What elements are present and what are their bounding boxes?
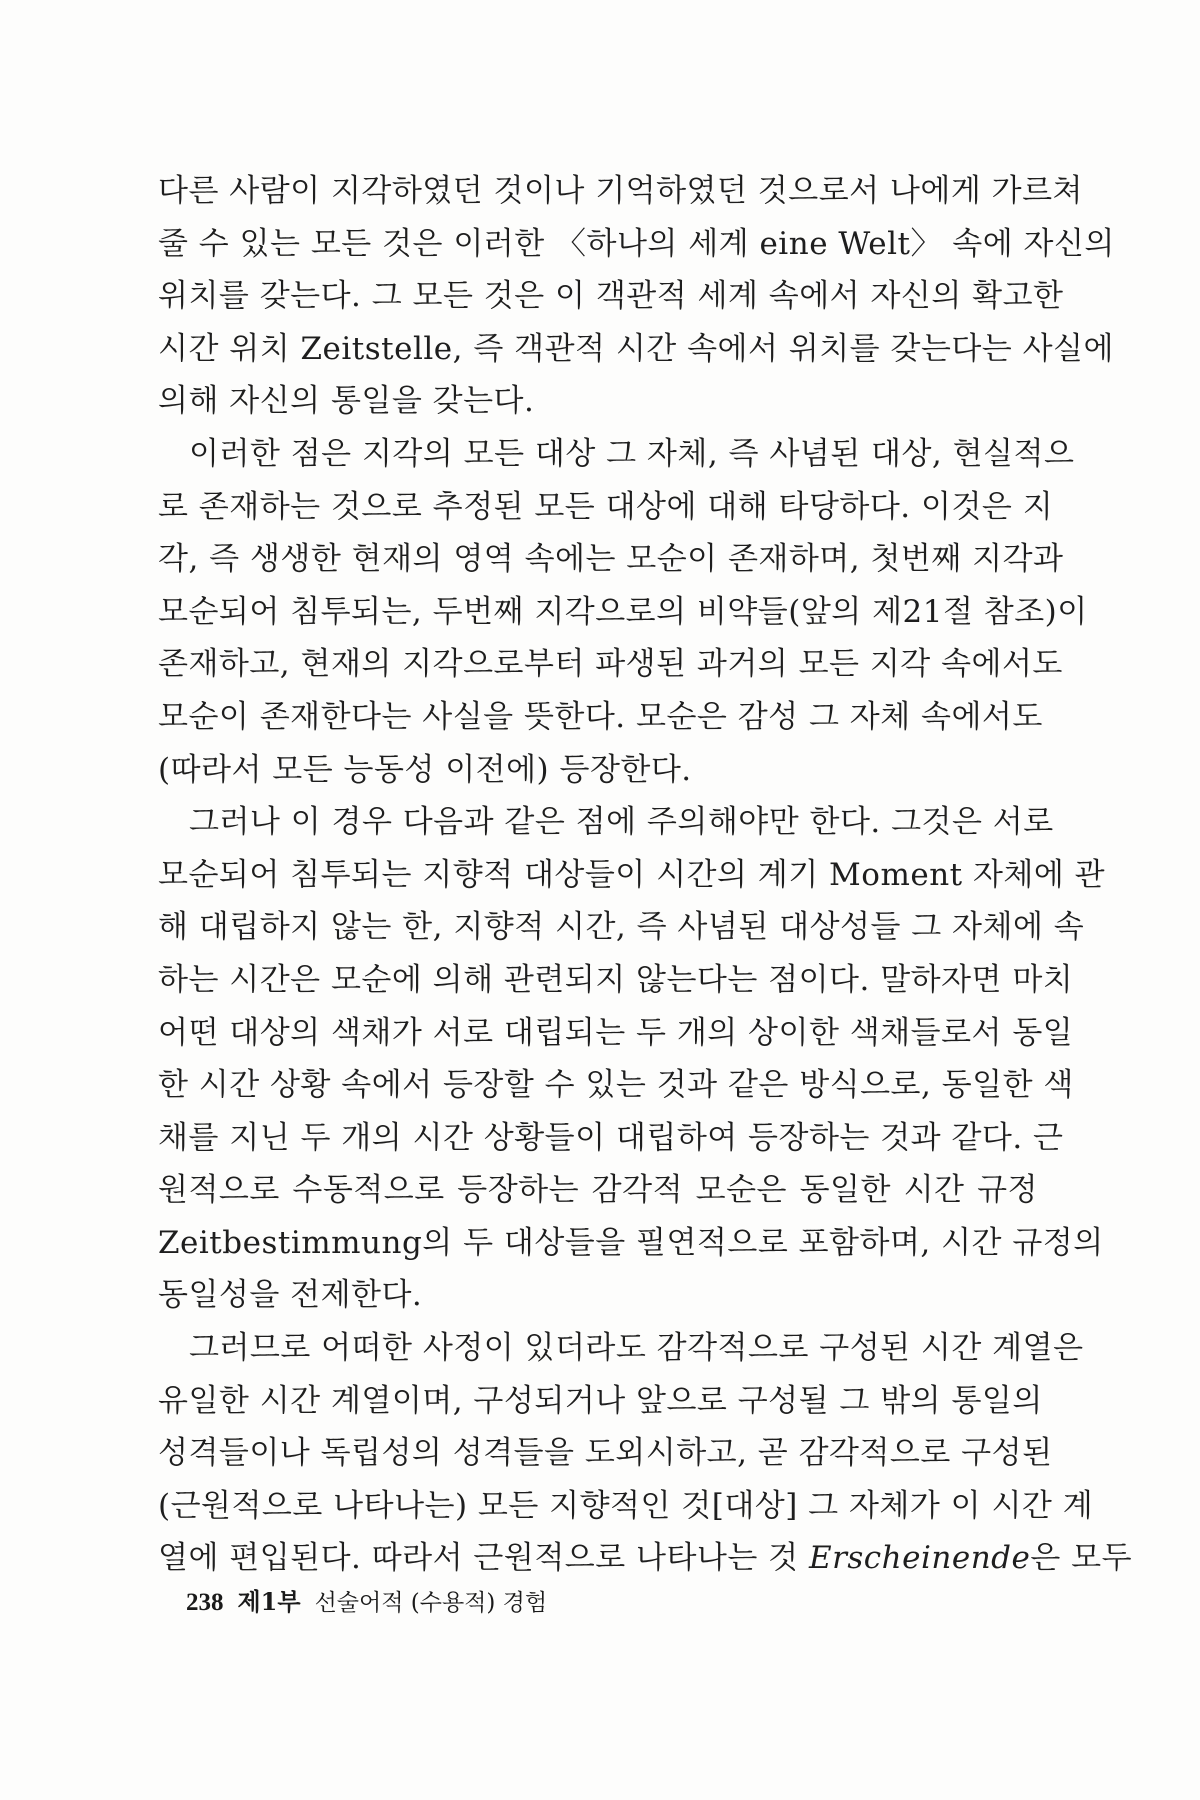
text-line: 각, 즉 생생한 현재의 영역 속에는 모순이 존재하며, 첫번째 지각과 [158, 541, 1064, 578]
page-footer [186, 1582, 547, 1617]
text-line: 한 시간 상황 속에서 등장할 수 있는 것과 같은 방식으로, 동일한 색 [158, 1067, 1074, 1104]
text-line: 위치를 갖는다. 그 모든 것은 이 객관적 세계 속에서 자신의 확고한 [158, 278, 1064, 315]
paragraph-start-line: 그러나 이 경우 다음과 같은 점에 주의해야만 한다. 그것은 서로 [189, 804, 1054, 841]
text-line: 채를 지닌 두 개의 시간 상황들이 대립하여 등장하는 것과 같다. 근 [158, 1119, 1064, 1156]
text-line: 모순되어 침투되는 지향적 대상들이 시간의 계기 Moment 자체에 관 [158, 856, 1106, 893]
text-segment: 은 모두 [1030, 1540, 1133, 1577]
text-line: 모순되어 침투되는, 두번째 지각으로의 비약들(앞의 제21절 참조)이 [158, 593, 1088, 630]
text-line: 해 대립하지 않는 한, 지향적 시간, 즉 사념된 대상성들 그 자체에 속 [158, 909, 1085, 946]
text-line: 성격들이나 독립성의 성격들을 도외시하고, 곧 감각적으로 구성된 [158, 1435, 1053, 1472]
text-line: 동일성을 전제한다. [158, 1277, 423, 1314]
text-line: 줄 수 있는 모든 것은 이러한 〈하나의 세계 eine Welt〉 속에 자신의 [158, 225, 1115, 262]
text-line: 로 존재하는 것으로 추정된 모든 대상에 대해 타당하다. 이것은 지 [158, 488, 1054, 525]
page-number: 238 [186, 1589, 224, 1616]
text-line: 어떤 대상의 색채가 서로 대립되는 두 개의 상이한 색채들로서 동일 [158, 1014, 1074, 1051]
text-line: Zeitbestimmung의 두 대상들을 필연적으로 포함하며, 시간 규정의 [158, 1224, 1104, 1261]
text-line: (따라서 모든 능동성 이전에) 등장한다. [158, 751, 692, 788]
part-label: 제1부 [237, 1587, 301, 1616]
text-line: 유일한 시간 계열이며, 구성되거나 앞으로 구성될 그 밖의 통일의 [158, 1382, 1043, 1419]
text-line [158, 1532, 1133, 1585]
text-line: 시간 위치 Zeitstelle, 즉 객관적 시간 속에서 위치를 갖는다는 사실에 [158, 330, 1114, 367]
text-line: 다른 사람이 지각하였던 것이나 기억하였던 것으로서 나에게 가르쳐 [158, 173, 1083, 209]
text-line: 존재하고, 현재의 지각으로부터 파생된 과거의 모든 지각 속에서도 [158, 646, 1063, 683]
text-line: 모순이 존재한다는 사실을 뜻한다. 모순은 감성 그 자체 속에서도 [158, 698, 1043, 735]
body-text [158, 165, 1133, 1585]
paragraph-start-line: 이러한 점은 지각의 모든 대상 그 자체, 즉 사념된 대상, 현실적으 [189, 435, 1075, 472]
chapter-title: 선술어적 (수용적) 경험 [314, 1590, 548, 1616]
text-segment: 열에 편입된다. 따라서 근원적으로 나타나는 것 [158, 1540, 809, 1577]
paragraph-start-line: 그러므로 어떠한 사정이 있더라도 감각적으로 구성된 시간 계열은 [189, 1330, 1084, 1367]
text-line: (근원적으로 나타나는) 모든 지향적인 것[대상] 그 자체가 이 시간 계 [158, 1487, 1094, 1524]
text-line: 원적으로 수동적으로 등장하는 감각적 모순은 동일한 시간 규정 [158, 1172, 1038, 1209]
text-line: 의해 자신의 통일을 갖는다. [158, 383, 535, 420]
text-line: 하는 시간은 모순에 의해 관련되지 않는다는 점이다. 말하자면 마치 [158, 961, 1074, 998]
italic-term: Erscheinende [808, 1540, 1031, 1577]
